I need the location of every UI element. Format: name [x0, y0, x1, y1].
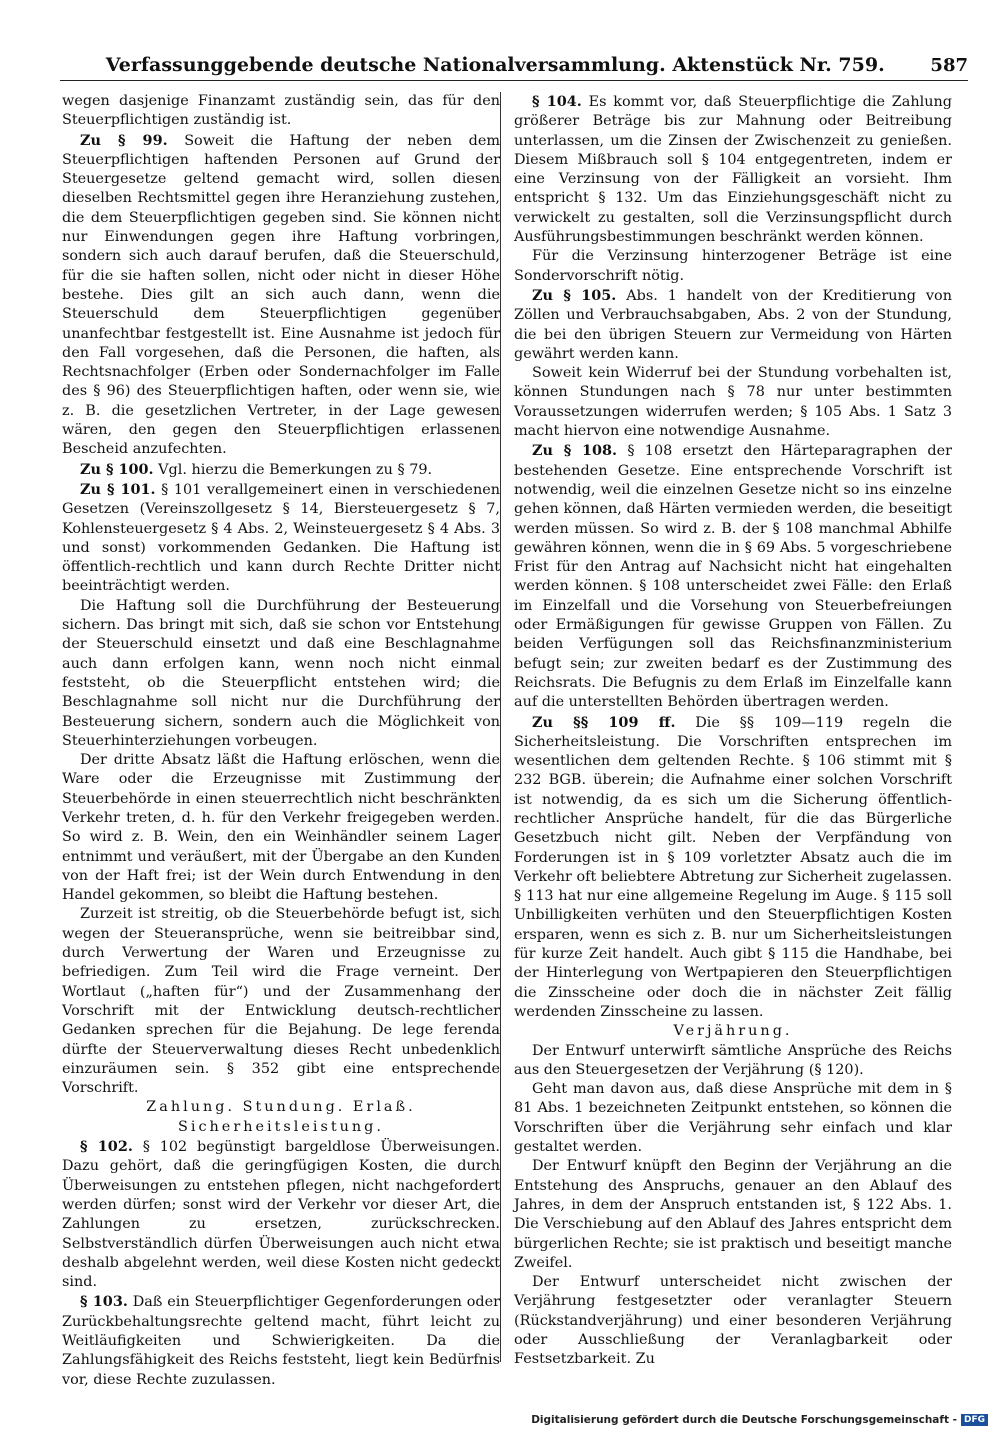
- paragraph: [514, 364, 952, 441]
- paragraph: [62, 460, 500, 480]
- paragraph-text: Die Haftung soll die Durchführung der Besteuerung sichern. Das bringt mit sich, daß sie schon vor Entstehung der Steuerschuld einsetzt und daß eine Beschlagnahme auch dann erfolgen kann, wenn noch nicht einmal feststeht, ob die Steuerpflicht entstehen wird; die Beschlagnahme soll nicht nur die Durchführung der Besteuerung sichern, sondern auch die Möglichkeit von Steuerhinterziehungen vorbeugen.: [62, 597, 500, 749]
- paragraph-text: Für die Verzinsung hinterzogener Beträge ist eine Sondervorschrift nötig.: [514, 248, 952, 284]
- page-title: Verfassunggebende deutsche Nationalversammlung. Aktenstück Nr. 759.: [105, 54, 885, 76]
- section-reference: Zu § 101.: [80, 480, 156, 498]
- paragraph-text: Der Entwurf unterwirft sämtliche Ansprüche des Reichs aus den Steuergesetzen der Verjährung (§ 120).: [514, 1042, 952, 1078]
- paragraph: [62, 597, 500, 751]
- section-reference: Zu § 105.: [532, 286, 617, 304]
- paragraph: [62, 480, 500, 597]
- paragraph-text: Es kommt vor, daß Steuerpflichtige die Zahlung größerer Beträge bis zur Mahnung oder Beitreibung unterlassen, um die Zinsen der Zwischenzeit zu genießen. Diesem Mißbrauch soll § 104 entgegentreten, indem er eine Verzinsung von der Fälligkeit an vorsieht. Ihm entspricht § 132. Um das Einziehungsgeschäft nicht zu verwickelt zu gestalten, soll die Verzinsungspflicht durch Ausführungsbestimmungen beschränkt werden können.: [514, 94, 952, 246]
- paragraph-text: Geht man davon aus, daß diese Ansprüche mit dem in § 81 Abs. 1 bezeichneten Zeitpunkt entstehen, so können die Vorschriften über die Verjährung sehr einfach und klar gestaltet werden.: [514, 1081, 952, 1156]
- dfg-logo: DFG: [961, 1414, 988, 1426]
- paragraph: [62, 92, 500, 131]
- paragraph-text: Soweit kein Widerruf bei der Stundung vorbehalten ist, können Stundungen nach § 78 nur unter bestimmten Voraussetzungen widerrufen werden; § 105 Abs. 1 Satz 3 macht hiervon eine notwendige Ausnahme.: [514, 365, 952, 440]
- section-reference: § 102.: [80, 1138, 133, 1156]
- section-reference: Zu § 99.: [80, 131, 168, 149]
- paragraph: [514, 1273, 952, 1369]
- section-heading: Verjährung.: [673, 1023, 793, 1040]
- paragraph: [62, 1137, 500, 1292]
- paragraph-text: Der Entwurf knüpft den Beginn der Verjährung an die Entstehung des Anspruchs, genauer an den Ablauf des Jahres, in dem der Anspruch entstanden ist, § 122 Abs. 1. Die Verschiebung auf den Ablauf des Jahres entspricht dem bürgerlichen Rechte; sie ist praktisch und beseitigt manche Zweifel.: [514, 1158, 952, 1271]
- paragraph-text: Daß ein Steuerpflichtiger Gegenforderungen oder Zurückbehaltungsrechte geltend macht, führt leicht zu Weitläufigkeiten und Schwierigkeiten. Da die Zahlungsfähigkeit des Reichs feststeht, liegt kein Bedürfnis vor, diese Rechte zuzulassen.: [62, 1294, 500, 1388]
- footer-text: Digitalisierung gefördert durch die Deutsche Forschungsgemeinschaft -: [531, 1414, 957, 1426]
- paragraph: [62, 131, 500, 460]
- column-divider: [500, 92, 501, 1362]
- section-reference: § 103.: [80, 1293, 128, 1311]
- left-column: [62, 92, 500, 1390]
- paragraph-text: Zurzeit ist streitig, ob die Steuerbehörde befugt ist, sich wegen der Steueransprüche, wenn sie beitreibbar sind, durch Verwertung der Waren und Erzeugnisse zu befriedigen. Zum Teil wird die Frage verneint. Der Wortlaut („haften für“) und der Zusammenhang der Vorschrift mit der Entwicklung deutsch-rechtlicher Gedanken sprechen für die Bejahung. De lege ferenda dürfte der Steuerverwaltung dieses Recht unbedenklich einzuräumen sein. § 352 gibt eine entsprechende Vorschrift.: [62, 906, 500, 1097]
- paragraph-text: Soweit die Haftung der neben dem Steuerpflichtigen haftenden Personen auf Grund der Steuergesetze geltend gemacht wird, sollen diesen dieselben Rechtsmittel gegen ihre Heranziehung zustehen, die dem Steuerpflichtigen gegeben sind. Sie können nicht nur Einwendungen gegen ihre Haftung vorbringen, sondern sich auch darauf berufen, daß die Steuerschuld, für die sie haften sollen, nicht oder nicht in dieser Höhe bestehe. Dies gilt an sich auch dann, wenn die Steuerschuld dem Steuerpflichtigen gegenüber unanfechtbar festgestellt ist. Eine Ausnahme ist jedoch für den Fall vorgesehen, daß die Personen, die haften, als Rechtsnachfolger (Erben oder Sondernachfolger im Falle des § 96) des Steuerpflichtigen haften, oder wenn sie, wie z. B. die gesetzlichen Vertreter, in der Lage gewesen wären, den gegen den Steuerpflichtigen erlassenen Bescheid anzufechten.: [62, 132, 500, 458]
- paragraph-text: wegen dasjenige Finanzamt zuständig sein, das für den Steuerpflichtigen zuständig ist.: [62, 93, 500, 129]
- paragraph: [62, 751, 500, 905]
- paragraph: [514, 1157, 952, 1273]
- paragraph-text: Der Entwurf unterscheidet nicht zwischen der Verjährung festgesetzter oder veranlagter Steuern (Rückstandverjährung) und einer besonderen Verjährung oder Ausschließung der Veranlagbarkeit oder Festsetzbarkeit. Zu: [514, 1274, 952, 1368]
- paragraph: [62, 1292, 500, 1389]
- section-reference: Zu §§ 109 ff.: [532, 713, 676, 731]
- page-header: [60, 46, 968, 81]
- section-reference: § 104.: [532, 93, 582, 110]
- section-heading: Zahlung. Stundung. Erlaß. Sicherheitsleistung.: [146, 1099, 416, 1135]
- page-number: 587: [930, 55, 968, 76]
- paragraph: [514, 441, 952, 712]
- paragraph-text: § 108 ersetzt den Härteparagraphen der bestehenden Gesetze. Eine entsprechende Vorschrift ist notwendig, weil die einzelnen Gesetze nicht so ins einzelne gehen können, daß Härten vermieden werden, die beseitigt werden müssen. So wird z. B. der § 108 manchmal Abhilfe gewähren können, wenn die in § 69 Abs. 5 vorgeschriebene Frist für den Antrag auf Nachsicht nicht hat eingehalten werden können. § 108 unterscheidet zwei Fälle: den Erlaß im Einzelfall und die Vorsehung von Steuerbefreiungen oder Ermäßigungen für gewisse Gruppen von Fällen. Zu beiden Verfügungen soll das Reichsfinanzministerium befugt sein; zur zweiten bedarf es der Zustimmung des Reichsrats. Die Befugnis zu dem Erlaß im Einzelfalle kann auf die unterstellten Behörden übertragen werden.: [514, 443, 953, 711]
- paragraph: [514, 1080, 952, 1157]
- paragraph-text: Abs. 1 handelt von der Kreditierung von Zöllen und Verbrauchsabgaben, Abs. 2 von der Stundung, die bei den übrigen Steuern zur Vermeidung von Härten gewährt werden kann.: [514, 287, 952, 362]
- paragraph: [514, 247, 952, 286]
- paragraph-text: § 102 begünstigt bargeldlose Überweisungen. Dazu gehört, daß die geringfügigen Kosten, die durch Überweisungen zu entstehen pflegen, nicht nachgefordert werden dürfen; sonst wird der Verkehr vor dieser Art, die Zahlungen zu ersetzen, zurückschrecken. Selbstverständlich dürfen Überweisungen auch nicht etwa deshalb abgelehnt werden, weil diese Kosten nicht gedeckt sind.: [62, 1139, 500, 1291]
- paragraph-text: Der dritte Absatz läßt die Haftung erlöschen, wenn die Ware oder die Erzeugnisse mit Zustimmung der Steuerbehörde in einen steuerrechtlich nicht beschränkten Verkehr treten, d. h. für den Verkehr freigegeben werden. So wird z. B. Wein, den ein Weinhändler seinem Lager entnimmt und veräußert, mit der Übergabe an den Kunden von der Haft frei; ist der Wein durch Entwendung in den Handel gekommen, so bleibt die Haftung bestehen.: [62, 752, 500, 904]
- paragraph: [514, 92, 952, 247]
- paragraph: [62, 905, 500, 1098]
- paragraph: [514, 713, 952, 1023]
- paragraph: [514, 286, 952, 364]
- section-reference: Zu § 100.: [80, 460, 154, 478]
- section-reference: Zu § 108.: [532, 442, 618, 460]
- paragraph-text: Die §§ 109—119 regeln die Sicherheitsleistung. Die Vorschriften entsprechen im wesentlichen dem geltenden Rechte. § 106 stimmt mit § 232 BGB. überein; die Aufnahme einer solchen Vorschrift ist notwendig, da es sich um die Sicherung öffentlich-rechtlicher Ansprüche handelt, für die das Bürgerliche Gesetzbuch nicht gilt. Neben der Verpfändung von Forderungen ist in § 109 vorletzter Absatz auch die im Verkehr oft beliebtere Abtretung zur Sicherheit zugelassen. § 113 hat nur eine allgemeine Regelung im Auge. § 115 soll Unbilligkeiten verhüten und den Steuerpflichtigen Kosten ersparen, wenn es sich z. B. nur um Sicherheitsleistungen für kurze Zeit handelt. Auch gibt § 115 die Handhabe, bei der Hinterlegung von Wertpapieren den Steuerpflichtigen die Zinsscheine oder doch die in nächster Zeit fällig werdenden Zinsscheine zu lassen.: [514, 714, 952, 1020]
- paragraph: [514, 1042, 952, 1081]
- paragraph-text: § 101 verallgemeinert einen in verschiedenen Gesetzen (Vereinszollgesetz § 14, Biersteuergesetz § 7, Kohlensteuergesetz § 4 Abs. 2, Weinsteuergesetz § 4 Abs. 3 und sonst) vorkommenden Gedanken. Die Haftung ist öffentlich-rechtlich und kann durch Rechte Dritter nicht beeinträchtigt werden.: [62, 481, 501, 595]
- right-column: [514, 92, 952, 1370]
- footer-credit: [531, 1414, 988, 1426]
- paragraph-text: Vgl. hierzu die Bemerkungen zu § 79.: [153, 461, 433, 478]
